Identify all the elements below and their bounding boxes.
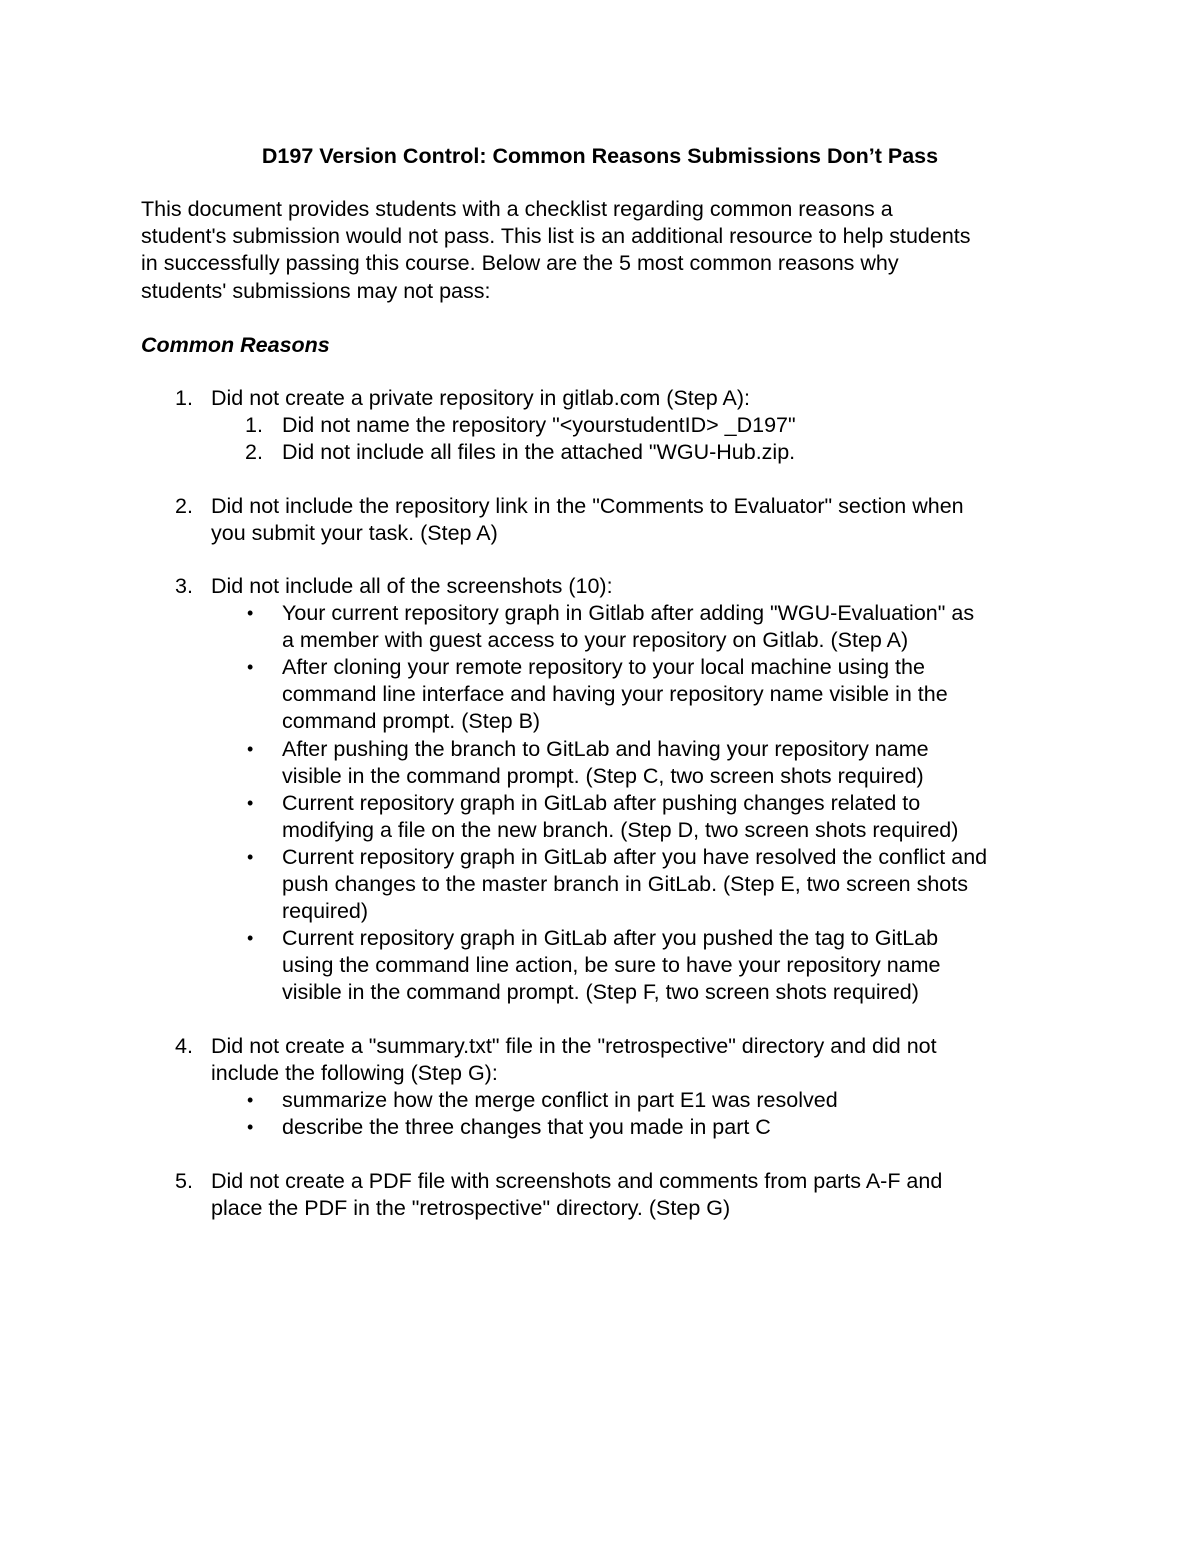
intro-line: This document provides students with a checklist regarding common reasons a: [141, 197, 893, 221]
document-title: D197 Version Control: Common Reasons Submissions Don’t Pass: [261, 144, 939, 168]
bullet-marker: •: [247, 1090, 254, 1110]
bullet-marker: •: [247, 657, 254, 677]
bullet-marker: •: [247, 793, 254, 813]
list-item-line: Did not include all of the screenshots (10):: [211, 574, 613, 598]
bullet-item-line: visible in the command prompt. (Step C, two screen shots required): [282, 764, 924, 789]
list-item-line: Did not include the repository link in the "Comments to Evaluator" section when: [211, 494, 964, 518]
sub-item-number: 2.: [245, 440, 263, 464]
list-item-number: 4.: [175, 1034, 193, 1058]
bullet-item-line: modifying a file on the new branch. (Step D, two screen shots required): [282, 818, 959, 843]
intro-line: students' submissions may not pass:: [141, 278, 491, 303]
bullet-item-text: [282, 925, 1082, 1007]
sub-item-line: Did not include all files in the attached "WGU-Hub.zip.: [282, 440, 796, 464]
bullet-item-line: Current repository graph in GitLab after you pushed the tag to GitLab: [282, 926, 939, 950]
bullet-item-text: [282, 844, 1082, 926]
bullet-item-text: [282, 790, 1082, 844]
list-item-number: 5.: [175, 1169, 193, 1193]
bullet-marker: •: [247, 928, 254, 948]
bullet-item-line: visible in the command prompt. (Step F, two screen shots required): [282, 980, 919, 1005]
list-item-line: Did not create a "summary.txt" file in the "retrospective" directory and did not: [211, 1034, 937, 1058]
sub-item-text: [282, 439, 1082, 466]
bullet-item-line: After cloning your remote repository to your local machine using the: [282, 655, 925, 679]
intro-line: student's submission would not pass. This list is an additional resource to help students: [141, 224, 971, 249]
list-item-text: [211, 573, 1081, 600]
list-item-line: place the PDF in the "retrospective" directory. (Step G): [211, 1196, 731, 1221]
list-item-line: Did not create a PDF file with screenshots and comments from parts A-F and: [211, 1169, 943, 1193]
bullet-marker: •: [247, 603, 254, 623]
list-item-text: [211, 1168, 1081, 1222]
bullet-item-line: Current repository graph in GitLab after pushing changes related to: [282, 791, 921, 815]
bullet-item-line: command prompt. (Step B): [282, 709, 541, 734]
list-item-text: [211, 385, 1081, 412]
list-item-number: 2.: [175, 494, 193, 518]
bullet-item-text: [282, 600, 1082, 654]
intro-line: in successfully passing this course. Below are the 5 most common reasons why: [141, 251, 899, 276]
sub-item-number: 1.: [245, 413, 263, 437]
bullet-marker: •: [247, 847, 254, 867]
bullet-item-line: summarize how the merge conflict in part E1 was resolved: [282, 1088, 838, 1112]
list-item-line: you submit your task. (Step A): [211, 521, 498, 546]
bullet-item-line: command line interface and having your repository name visible in the: [282, 682, 948, 707]
bullet-item-line: using the command line action, be sure to have your repository name: [282, 953, 941, 978]
bullet-item-line: push changes to the master branch in GitLab. (Step E, two screen shots: [282, 872, 968, 897]
bullet-item-line: Current repository graph in GitLab after you have resolved the conflict and: [282, 845, 988, 869]
bullet-item-line: a member with guest access to your repository on Gitlab. (Step A): [282, 628, 909, 653]
list-item-text: [211, 1033, 1081, 1087]
bullet-item-line: describe the three changes that you made in part C: [282, 1115, 771, 1139]
list-item-number: 3.: [175, 574, 193, 598]
list-item-line: include the following (Step G):: [211, 1061, 498, 1086]
bullet-marker: •: [247, 1117, 254, 1137]
sub-item-text: [282, 412, 1082, 439]
list-item-text: [211, 493, 1081, 547]
list-item-line: Did not create a private repository in gitlab.com (Step A):: [211, 386, 750, 410]
sub-item-line: Did not name the repository "<yourstudentID> _D197": [282, 413, 796, 437]
bullet-item-line: After pushing the branch to GitLab and having your repository name: [282, 737, 929, 761]
bullet-marker: •: [247, 739, 254, 759]
list-item-number: 1.: [175, 386, 193, 410]
bullet-item-text: [282, 1087, 1082, 1114]
bullet-item-text: [282, 654, 1082, 736]
bullet-item-line: required): [282, 899, 369, 924]
bullet-item-text: [282, 736, 1082, 790]
section-heading: Common Reasons: [141, 333, 330, 357]
bullet-item-text: [282, 1114, 1082, 1141]
bullet-item-line: Your current repository graph in Gitlab after adding "WGU-Evaluation" as: [282, 601, 975, 625]
intro-paragraph: [141, 196, 1081, 305]
